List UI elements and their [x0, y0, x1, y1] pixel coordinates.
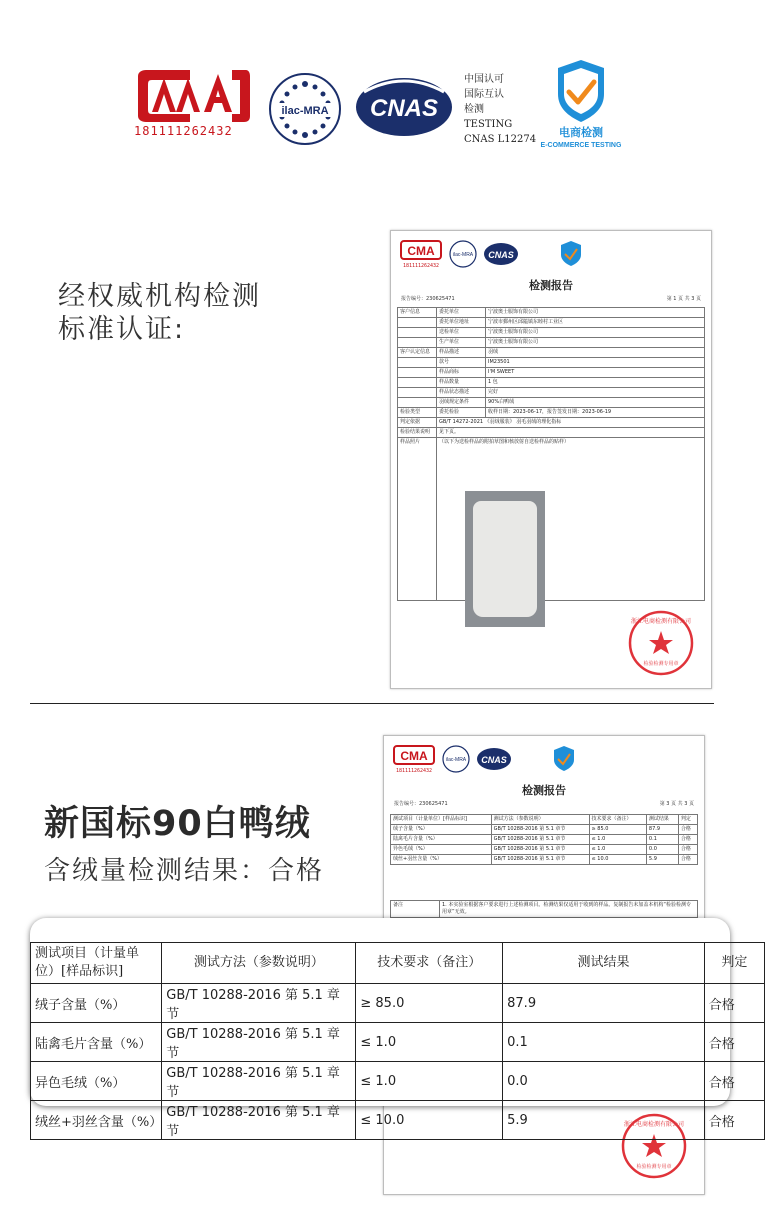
report-info-table: 客户信息 委托单位 宁波奥士服饰有限公司 委托单位地址 宁波市鄞州区邱隘镇东睦村工业区 送检单位 宁波奥士服饰有限公司 生产单位 宁波奥士服饰有限公司 客户认定信息 样品描述 羽绒 款号 IM23501 样品商标 I'M SWEET 样品数量 1 包 样品状态描述 完好 羽绒规定条件 90%白鸭绒 检验类型 委托检验 收样日期：2023-06-17，报告签发日期：2023-06-19 判定依据 GB/T 14272-2021 《羽绒服装》 羽毛羽绒的理化指标 检验结果说明 见下页。 样品照片 （以下为送检样品的附拍草图和核放射自送检样品的贴样） [397, 307, 705, 601]
col-requirement: 技术要求（备注） [356, 943, 503, 984]
report-logos [394, 742, 624, 776]
ilac-mra-logo [268, 72, 342, 146]
cnas-logo [354, 76, 454, 138]
sample-photo [465, 491, 545, 627]
table-row [31, 984, 765, 1023]
report-number: 报告编号：230625471 [394, 801, 448, 807]
ecommerce-testing-logo [540, 58, 622, 150]
row-method: GB/T 10288-2016 第 5.1 章节 [162, 1101, 356, 1140]
row-verdict: 合格 [704, 984, 764, 1023]
ec-subtitle: E-COMMERCE TESTING [540, 142, 622, 149]
row-requirement: ≤ 10.0 [356, 1101, 503, 1140]
mini-result-table: 测试项目（计量单位）[样品标识] 测试方法（参数说明） 技术要求（备注） 测试结果 判定 绒子含量（%） GB/T 10288-2016 第 5.1 章节 ≥ 85.0 87.9 合格 陆禽毛片含量（%） GB/T 10288-2016 第 5.1 章节 ≤ 1.0 0.1 合格 异色毛绒（%） GB/T 10288-2016 第 5.1 章节 ≤ 1.0 0.0 合格 绒丝+羽丝含量（%） GB/T 10288-2016 第 5.1 章节 ≤ 10.0 5.9 合格 [390, 814, 698, 865]
table-row [31, 1023, 765, 1062]
cnas-line-4: TESTING [464, 119, 513, 130]
ec-title: 电商检测 [559, 126, 603, 139]
mini-cma-number: 181111262432 [395, 768, 433, 774]
row-result: 87.9 [503, 984, 705, 1023]
row-method: GB/T 10288-2016 第 5.1 章节 [162, 1062, 356, 1101]
cma-number: 181111262432 [134, 124, 233, 138]
cnas-line-5: CNAS L12274 [464, 134, 537, 145]
mini-cnas: CNAS [481, 755, 507, 765]
report-notes: 备注 1. 本实验室根据客户要求进行上述检测项目。检测结果仅适用于收到的样品。复制报告未加盖本机构“检验检测专用章”无效。 [390, 900, 698, 918]
row-method: GB/T 10288-2016 第 5.1 章节 [162, 1023, 356, 1062]
test-report-page-1 [390, 230, 712, 689]
row-result: 0.0 [503, 1062, 705, 1101]
svg-text:浙江电商检测有限公司: 浙江电商检测有限公司 [630, 618, 692, 625]
row-item: 绒子含量（%） [31, 984, 162, 1023]
mini-ilac: ilac-MRA [445, 757, 467, 763]
row-method: GB/T 10288-2016 第 5.1 章节 [162, 984, 356, 1023]
row-item: 异色毛绒（%） [31, 1062, 162, 1101]
col-method: 测试方法（参数说明） [162, 943, 356, 984]
row-result: 5.9 [503, 1101, 705, 1140]
svg-text:检验检测专用章: 检验检测专用章 [643, 661, 679, 667]
cnas-line-1: 中国认可 [464, 74, 504, 85]
section2-subline: 含绒量检测结果：合格 [44, 856, 325, 886]
row-requirement: ≤ 1.0 [356, 1023, 503, 1062]
mini-cma: CMA [407, 244, 435, 258]
row-item: 绒丝+羽丝含量（%） [31, 1101, 162, 1140]
official-seal [627, 609, 695, 677]
row-verdict: 合格 [704, 1023, 764, 1062]
svg-text:检验检测专用章: 检验检测专用章 [636, 1164, 672, 1170]
cnas-text: CNAS [369, 95, 439, 122]
table-row [31, 1101, 765, 1140]
section1-headline [58, 280, 348, 346]
row-result: 0.1 [503, 1023, 705, 1062]
report-title: 检测报告 [522, 784, 566, 797]
col-result: 测试结果 [503, 943, 705, 984]
report-page: 第 1 页 共 3 页 [666, 296, 701, 302]
row-requirement: ≤ 1.0 [356, 1062, 503, 1101]
col-verdict: 判定 [704, 943, 764, 984]
section2-headline: 新国标90白鸭绒 [44, 804, 311, 844]
result-table [30, 942, 765, 1140]
mini-cma-number: 181111262432 [402, 263, 440, 269]
report-number: 报告编号：230625471 [401, 296, 455, 302]
table-header-row [31, 943, 765, 984]
row-requirement: ≥ 85.0 [356, 984, 503, 1023]
report-title: 检测报告 [529, 279, 573, 292]
svg-text:浙江电商检测有限公司: 浙江电商检测有限公司 [623, 1121, 685, 1128]
report-logos [401, 237, 631, 271]
row-item: 陆禽毛片含量（%） [31, 1023, 162, 1062]
section-divider [30, 703, 714, 704]
mini-ilac: ilac-MRA [452, 252, 474, 258]
mini-cma: CMA [400, 749, 428, 763]
cnas-line-2: 国际互认 [464, 89, 504, 100]
col-item: 测试项目（计量单位）[样品标识] [31, 943, 162, 984]
ilac-text: ilac-MRA [281, 105, 329, 117]
headline-line-2: 标准认证: [58, 314, 186, 345]
cnas-caption [464, 72, 536, 147]
table-row [31, 1062, 765, 1101]
report-page: 第 3 页 共 3 页 [659, 801, 694, 807]
cnas-line-3: 检测 [464, 104, 484, 115]
headline-line-1: 经权威机构检测 [58, 281, 261, 312]
mini-cnas: CNAS [488, 250, 514, 260]
row-verdict: 合格 [704, 1101, 764, 1140]
row-verdict: 合格 [704, 1062, 764, 1101]
